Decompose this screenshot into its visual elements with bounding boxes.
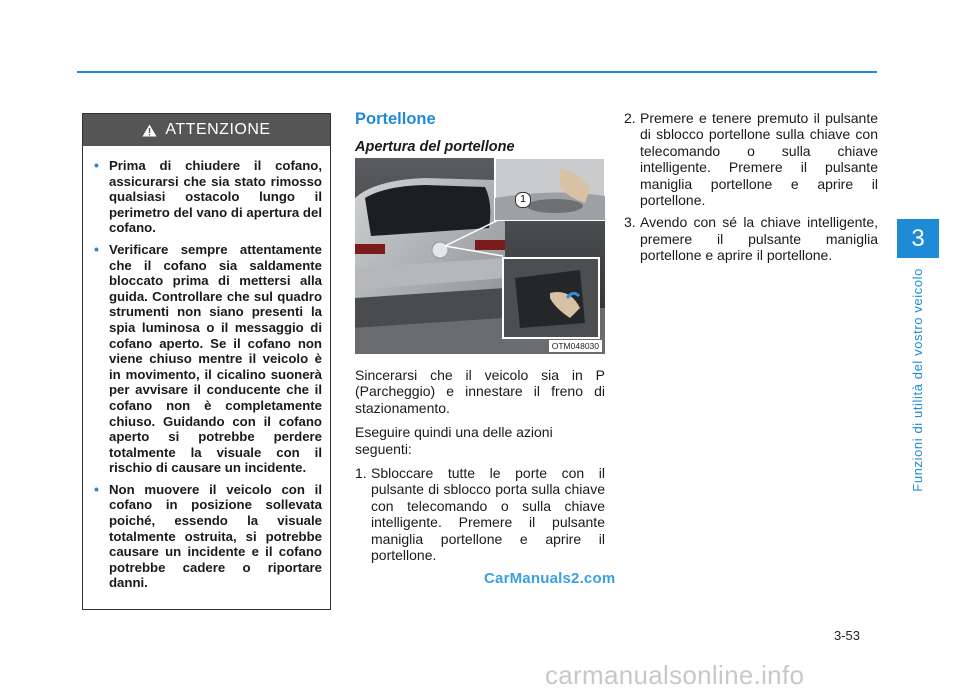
section-subtitle: Apertura del portellone — [355, 139, 515, 155]
warning-title: ATTENZIONE — [165, 121, 271, 138]
lead-paragraph: Eseguire quindi una delle azioni seguenti: — [355, 424, 553, 457]
step-item — [355, 465, 605, 563]
step-text: Sbloccare tutte le porte con il pulsante di sblocco porta sulla chiave con telecomando o sulla chiave intelligente. Premere il pulsante maniglia portellone e aprire il portellone. — [371, 465, 605, 564]
figure-caption: OTM048030 — [549, 340, 602, 352]
warning-item: • Non muovere il veicolo con il cofano in posizione sollevata poiché, essendo la visuale totalmente ostruita, si potrebbe causare un incidente e il cofano potrebbe cadere o riportare danni. — [94, 480, 322, 591]
warning-list — [83, 146, 330, 591]
step-text: Premere e tenere premuto il pulsante di sblocco portellone sulla chiave con telecomando o sulla chiave intelligente. Premere il pulsante maniglia portellone e aprire il portellone. — [640, 110, 878, 209]
callout-number: 1 — [515, 192, 531, 208]
step-item — [624, 214, 878, 263]
watermark-link[interactable]: CarManuals2.com — [484, 570, 616, 587]
tailgate-figure — [355, 158, 605, 354]
step-item — [624, 110, 878, 208]
step-text: Avendo con sé la chiave intelligente, premere il pulsante maniglia portellone e aprire il portellone. — [640, 214, 878, 264]
intro-paragraph: Sincerarsi che il veicolo sia in P (Parcheggio) e innestare il freno di stazionamento. — [355, 367, 605, 416]
car-rear-illustration — [355, 158, 605, 354]
step-number: 3. — [624, 214, 636, 231]
body-text — [355, 367, 605, 569]
step-number: 1. — [355, 465, 367, 482]
warning-item: • Verificare sempre attentamente che il cofano sia saldamente bloccato prima di mettersi alla guida. Controllare che sul quadro strumenti non siano presenti la spia luminosa o il messaggio di cofano aperto. Se il cofano non viene chiuso mentre il veicolo è in movimento, il cicalino suonerà per avvisare il conducente che il cofano non è completamente chiuso. Guidando con il cofano aperto si potrebbe perdere totalmente la visuale con il rischio di causare un incidente. — [94, 240, 322, 476]
step-number: 2. — [624, 110, 636, 126]
warning-header — [83, 114, 330, 146]
footer-brand: carmanualsonline.info — [545, 660, 805, 690]
warning-box — [82, 113, 331, 610]
chapter-tab: 3 — [897, 219, 939, 258]
section-header — [355, 110, 605, 155]
warning-triangle-icon — [142, 124, 157, 137]
section-title: Portellone — [355, 110, 436, 128]
page-number: 3-53 — [834, 628, 861, 643]
chapter-title: Funzioni di utilità del vostro veicolo — [909, 268, 925, 492]
bullet-icon: • — [94, 480, 99, 497]
bullet-icon: • — [94, 240, 99, 257]
top-rule — [77, 71, 877, 73]
right-column — [624, 110, 878, 270]
bullet-icon: • — [94, 157, 99, 173]
warning-item: • Prima di chiudere il cofano, assicurarsi che sia stato rimosso qualsiasi ostacolo lungo il perimetro del vano di apertura del cofano. — [94, 157, 322, 236]
